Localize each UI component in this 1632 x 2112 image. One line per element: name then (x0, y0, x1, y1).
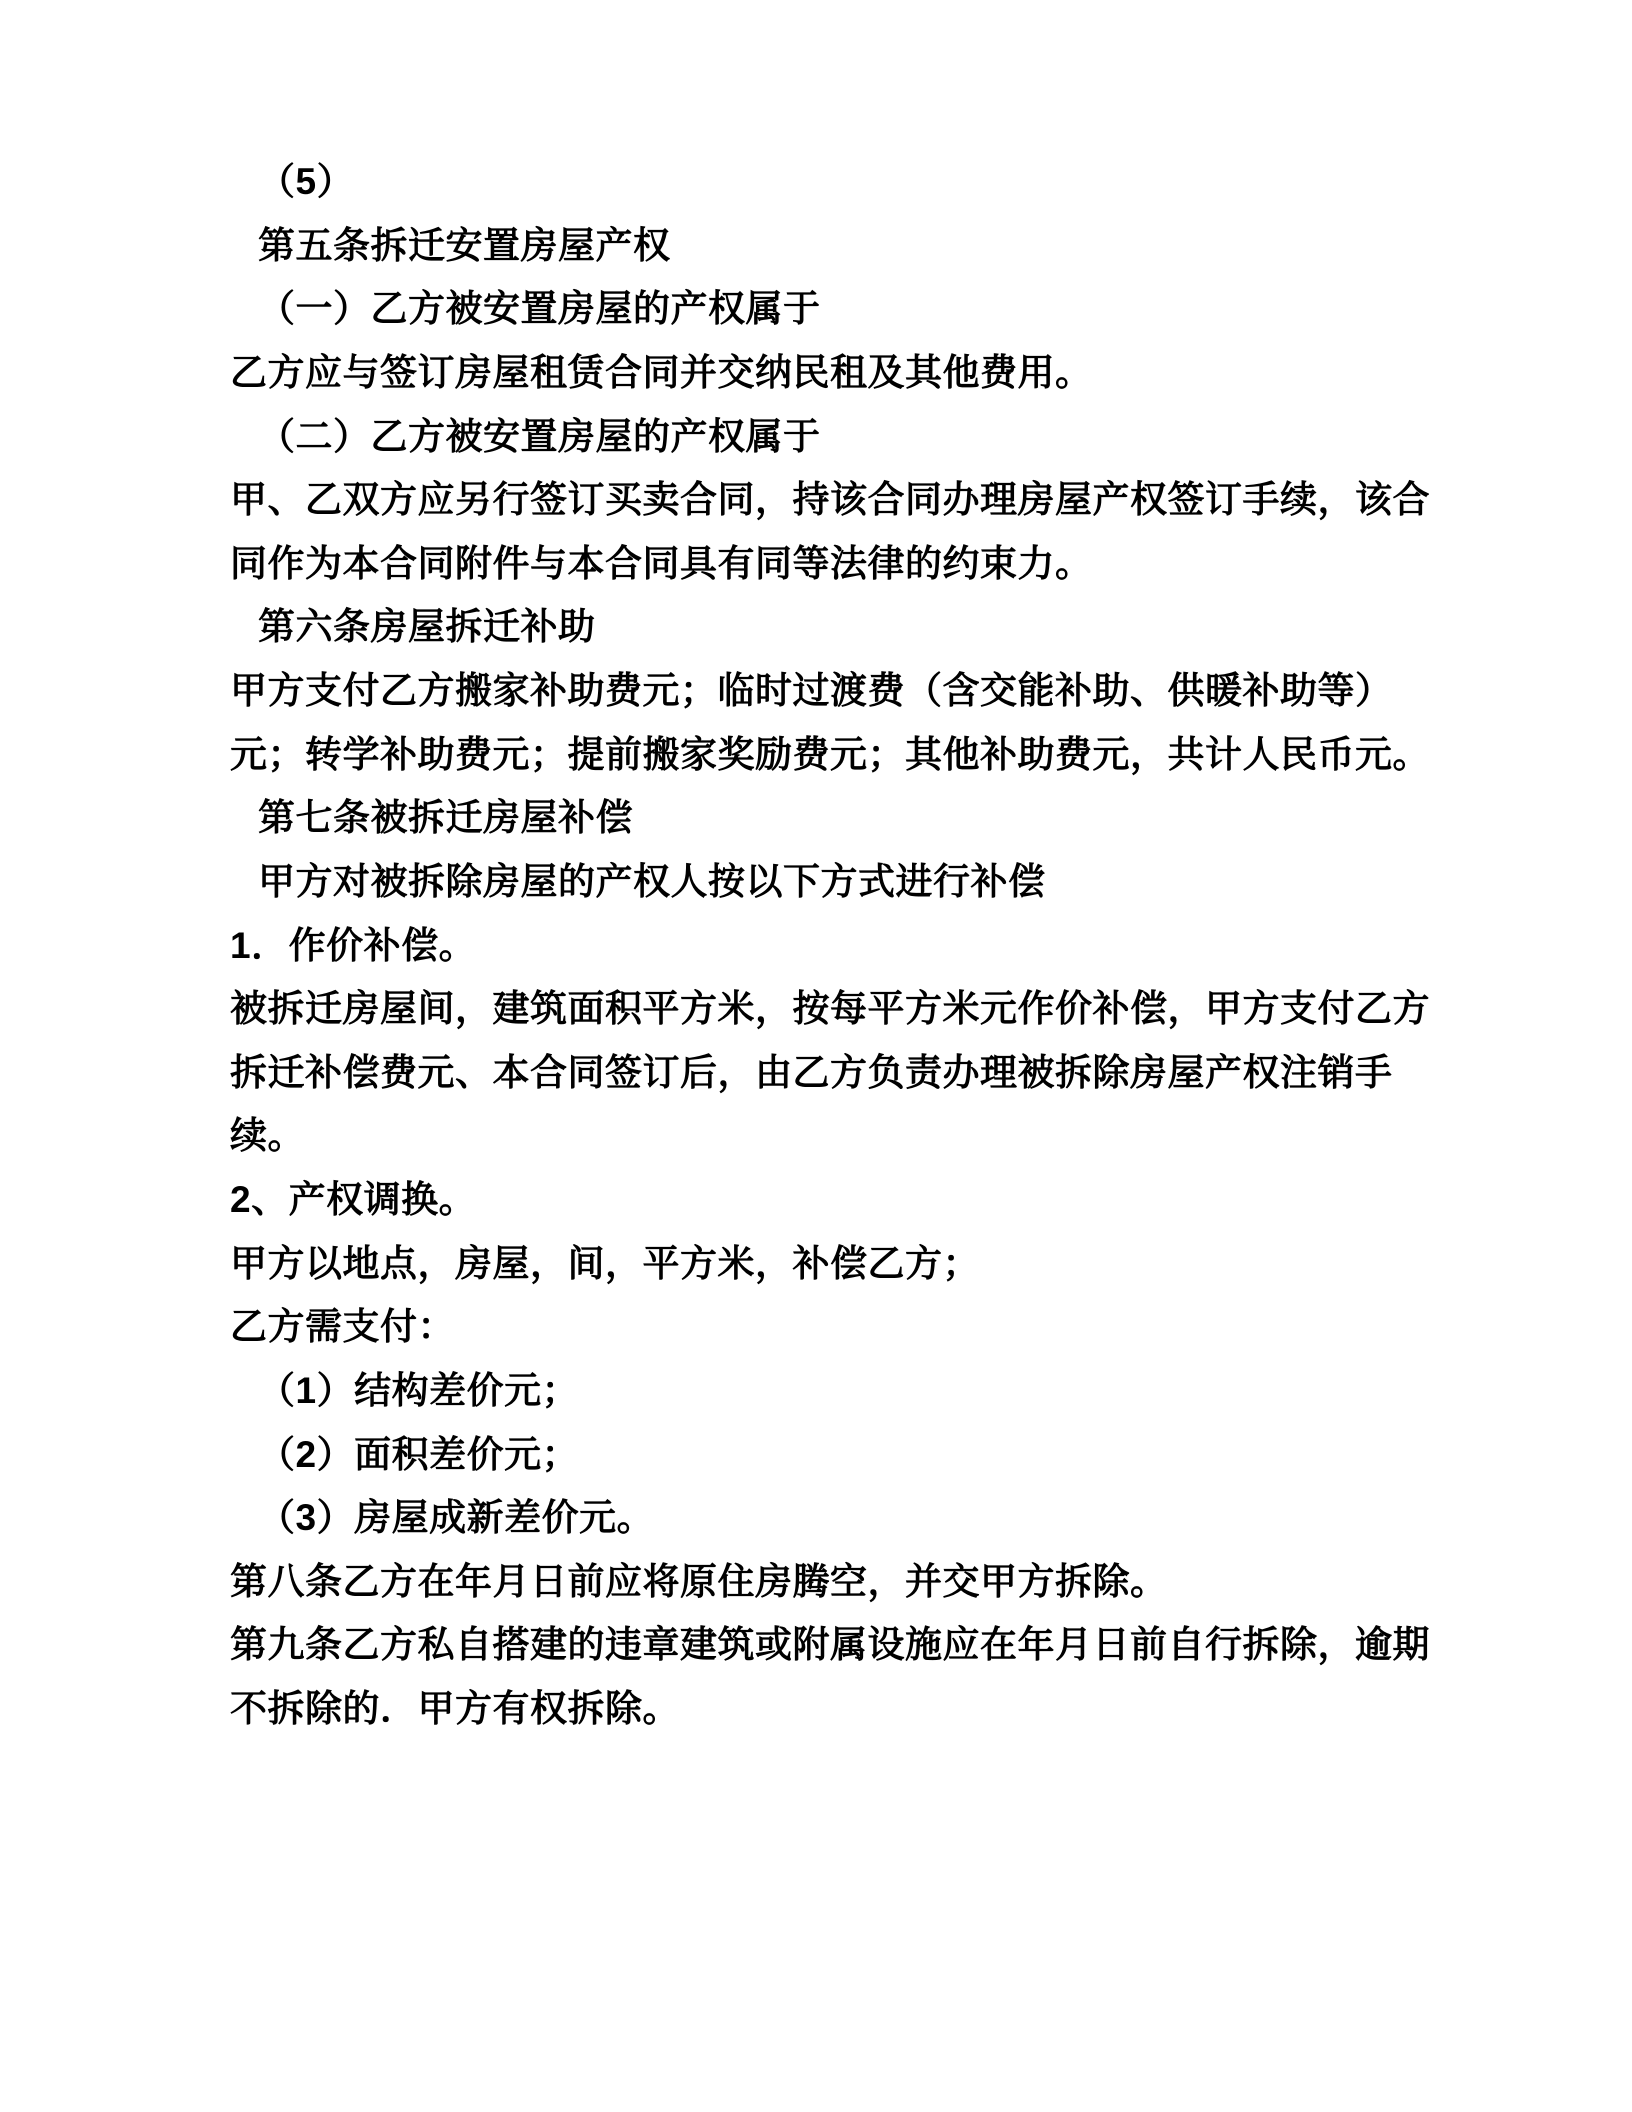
paragraph: 被拆迁房屋间，建筑面积平方米，按每平方米元作价补偿，甲方支付乙方拆迁补偿费元、本合同签订后，由乙方负责办理被拆除房屋产权注销手续。 (230, 988, 1430, 1157)
paragraph-list-item: 2、产权调换。 (230, 1179, 477, 1220)
paragraph-section-heading: 第五条拆迁安置房屋产权 (258, 224, 671, 266)
paragraph: 甲方对被拆除房屋的产权人按以下方式进行补偿 (258, 860, 1046, 902)
paragraph: 乙方需支付： (230, 1306, 455, 1348)
paragraph-section-heading: 第七条被拆迁房屋补偿 (258, 797, 633, 839)
paragraph-section-heading: 第六条房屋拆迁补助 (258, 606, 596, 648)
paragraph: （二）乙方被安置房屋的产权属于 (258, 415, 821, 457)
paragraph: （5） (258, 161, 355, 202)
paragraph-section-heading: 第八条乙方在年月日前应将原住房腾空，并交甲方拆除。 (230, 1560, 1168, 1602)
paragraph-section-heading: 第九条乙方私自搭建的违章建筑或附属设施应在年月日前自行拆除，逾期不拆除的．甲方有权拆除。 (230, 1624, 1430, 1729)
paragraph: 甲方以地点，房屋，间，平方米，补偿乙方； (230, 1242, 980, 1284)
paragraph-list-item: （2）面积差价元； (258, 1433, 580, 1475)
document-body (230, 150, 1432, 1741)
paragraph-list-item: （3）房屋成新差价元。 (258, 1497, 655, 1539)
paragraph-list-item: （1）结构差价元； (258, 1369, 580, 1411)
paragraph: 乙方应与签订房屋租赁合同并交纳民租及其他费用。 (230, 351, 1093, 393)
paragraph: 甲方支付乙方搬家补助费元；临时过渡费（含交能补助、供暖补助等）元；转学补助费元；提前搬家奖励费元；其他补助费元，共计人民币元。 (230, 670, 1430, 775)
paragraph: 甲、乙双方应另行签订买卖合同，持该合同办理房屋产权签订手续，该合同作为本合同附件与本合同具有同等法律的约束力。 (230, 479, 1430, 584)
paragraph: （一）乙方被安置房屋的产权属于 (258, 288, 821, 330)
paragraph-list-item: 1．作价补偿。 (230, 924, 477, 966)
